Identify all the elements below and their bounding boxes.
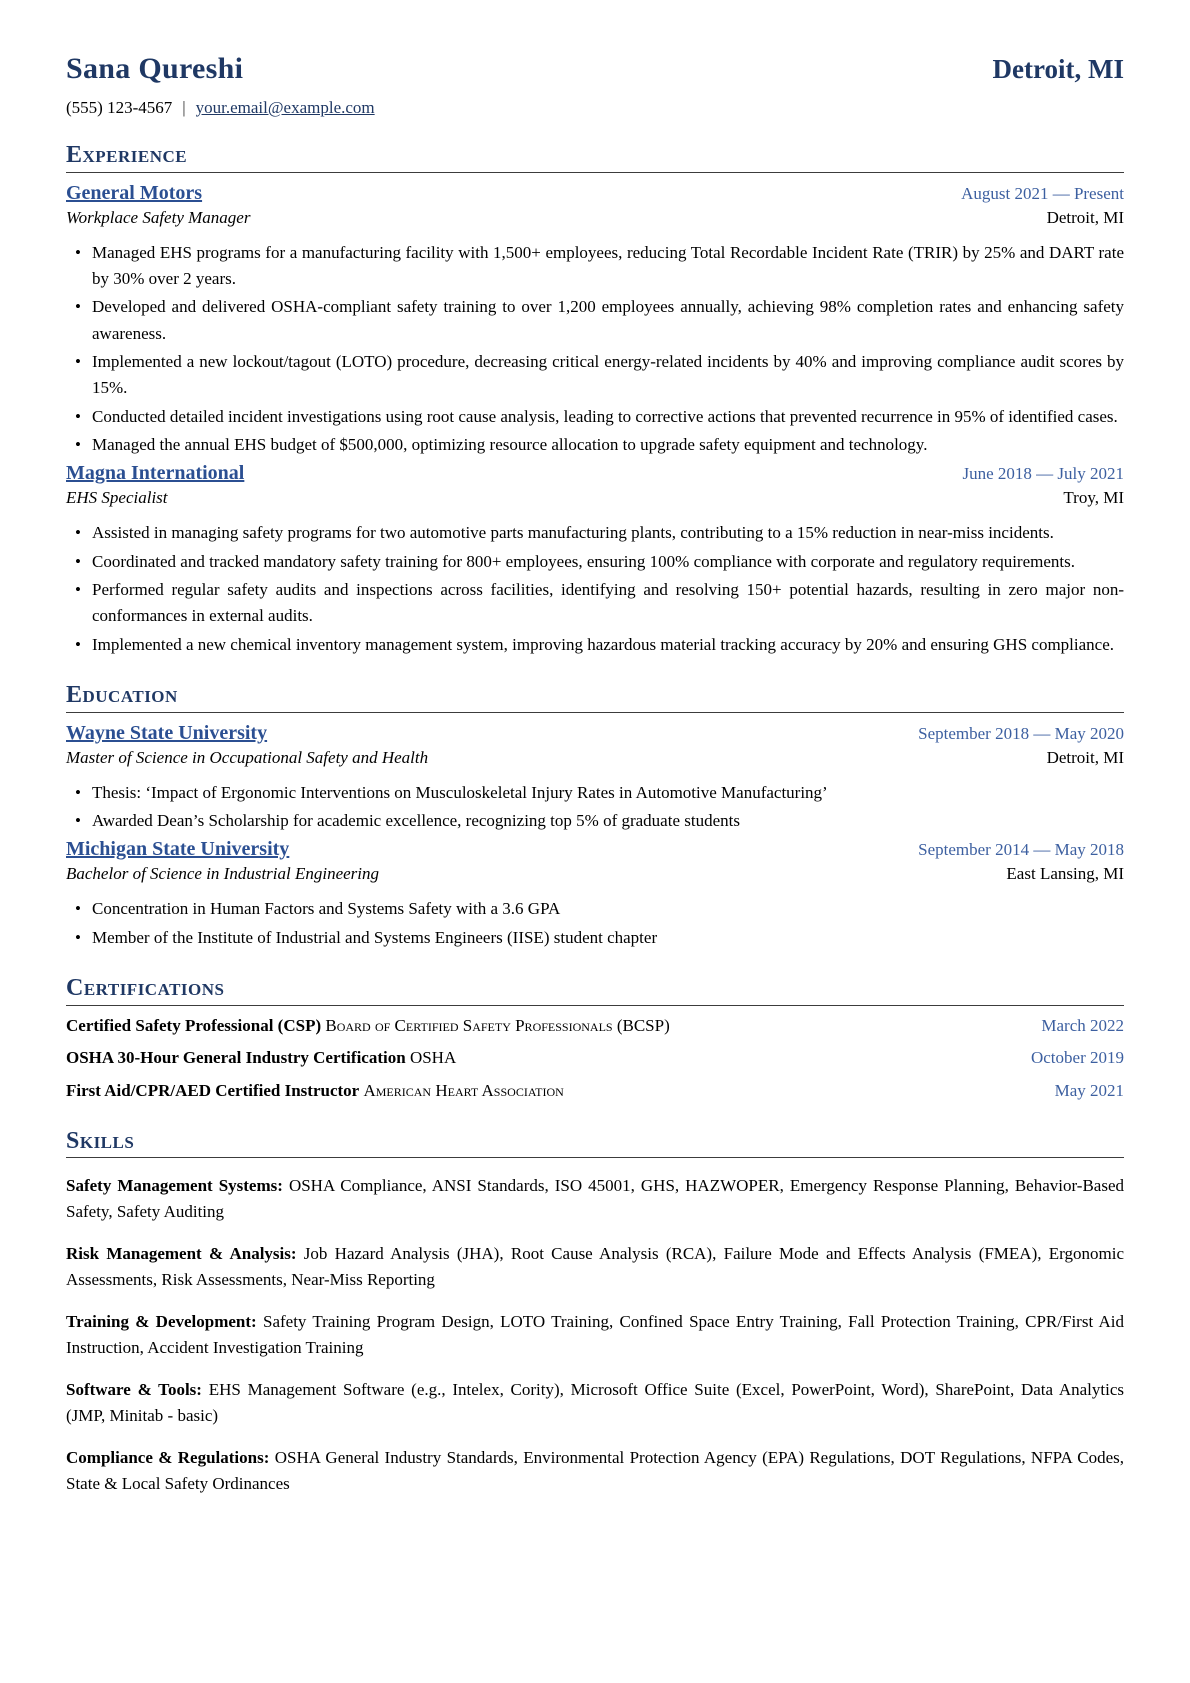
- skill-category: [66, 1173, 1124, 1224]
- experience-bullet: • Implemented a new chemical inventory management system, improving hazardous material tracking accuracy by 20% and ensuring GHS compliance.: [66, 632, 1124, 658]
- experience-bullet: • Managed EHS programs for a manufacturing facility with 1,500+ employees, reducing Total Recordable Incident Rate (TRIR) by 25% and DART rate by 30% over 2 years.: [66, 240, 1124, 293]
- skill-category-label: Training & Development:: [66, 1312, 257, 1332]
- school-link-michigan-state[interactable]: Michigan State University: [66, 838, 290, 861]
- experience-section-title: Experience: [66, 142, 1124, 173]
- candidate-name: Sana Qureshi: [66, 52, 244, 85]
- experience-bullet: • Implemented a new lockout/tagout (LOTO) procedure, decreasing critical energy-related incidents by 40% and improving compliance audit scores by 15%.: [66, 349, 1124, 402]
- section-skills: [66, 1128, 1124, 1497]
- skill-category: [66, 1377, 1124, 1428]
- email-link[interactable]: your.email@example.com: [195, 98, 375, 117]
- education-dates: September 2014 — May 2018: [918, 840, 1124, 860]
- skill-category: [66, 1241, 1124, 1292]
- degree-title: Master of Science in Occupational Safety and Health: [66, 747, 429, 767]
- experience-bullet: • Coordinated and tracked mandatory safety training for 800+ employees, ensuring 100% compliance with corporate and regulatory requirements.: [66, 549, 1124, 575]
- experience-bullet: • Conducted detailed incident investigations using root cause analysis, leading to corrective actions that prevented recurrence in 95% of identified cases.: [66, 404, 1124, 430]
- certification-name: Certified Safety Professional (CSP): [66, 1015, 322, 1035]
- skill-category-items: EHS Management Software (e.g., Intelex, Cority), Microsoft Office Suite (Excel, PowerPoint, Word), SharePoint, Data Analytics (JMP, Minitab - basic): [66, 1380, 1125, 1425]
- education-entry: [66, 722, 1124, 835]
- skills-section-title: Skills: [66, 1128, 1124, 1159]
- certification-date: May 2021: [1054, 1080, 1124, 1100]
- experience-bullet: • Assisted in managing safety programs for two automotive parts manufacturing plants, contributing to a 15% reduction in near-miss incidents.: [66, 520, 1124, 546]
- job-title: Workplace Safety Manager: [66, 207, 251, 227]
- skill-category-label: Safety Management Systems:: [66, 1176, 283, 1196]
- skill-category-items: OSHA General Industry Standards, Environmental Protection Agency (EPA) Regulations, DOT Regulations, NFPA Codes, State & Local Safety Ordinances: [66, 1448, 1124, 1493]
- skill-category-items: Job Hazard Analysis (JHA), Root Cause Analysis (RCA), Failure Mode and Effects Analysis (FMEA), Ergonomic Assessments, Risk Assessments, Near-Miss Reporting: [66, 1244, 1124, 1289]
- experience-entry: [66, 462, 1124, 658]
- section-experience: [66, 142, 1124, 658]
- section-education: [66, 682, 1124, 951]
- education-bullet: • Concentration in Human Factors and Systems Safety with a 3.6 GPA: [66, 896, 1124, 922]
- experience-bullet: • Managed the annual EHS budget of $500,000, optimizing resource allocation to upgrade safety equipment and technology.: [66, 432, 1124, 458]
- company-link-general-motors[interactable]: General Motors: [66, 181, 203, 204]
- certification-name: OSHA 30-Hour General Industry Certification: [66, 1048, 406, 1068]
- skill-category-label: Software & Tools:: [66, 1380, 202, 1400]
- experience-bullet: • Performed regular safety audits and inspections across facilities, identifying and resolving 150+ potential hazards, resulting in zero major non-conformances in external audits.: [66, 577, 1124, 630]
- skill-category: [66, 1309, 1124, 1360]
- education-bullets: [66, 896, 1124, 951]
- school-location: Detroit, MI: [1046, 747, 1124, 767]
- skill-category-label: Risk Management & Analysis:: [66, 1244, 297, 1264]
- education-entry: [66, 838, 1124, 951]
- certification-row: [66, 1014, 1124, 1039]
- skill-category-items: Safety Training Program Design, LOTO Training, Confined Space Entry Training, Fall Protection Training, CPR/First Aid Instruction, Accident Investigation Training: [66, 1312, 1125, 1357]
- education-bullet: • Member of the Institute of Industrial and Systems Engineers (IISE) student chapter: [66, 925, 1124, 951]
- company-link-magna-international[interactable]: Magna International: [66, 462, 245, 485]
- education-section-title: Education: [66, 682, 1124, 713]
- certification-issuer: Board of Certified Safety Professionals (BCSP): [325, 1015, 670, 1035]
- education-bullets: [66, 780, 1124, 835]
- degree-title: Bachelor of Science in Industrial Engineering: [66, 864, 380, 884]
- education-bullet: • Awarded Dean’s Scholarship for academic excellence, recognizing top 5% of graduate students: [66, 808, 1124, 834]
- experience-entry: [66, 182, 1124, 459]
- experience-bullets: [66, 240, 1124, 459]
- experience-dates: August 2021 — Present: [961, 183, 1124, 203]
- experience-bullet: • Developed and delivered OSHA-compliant safety training to over 1,200 employees annually, achieving 98% completion rates and enhancing safety awareness.: [66, 294, 1124, 347]
- certifications-section-title: Certifications: [66, 975, 1124, 1006]
- certification-row: [66, 1079, 1124, 1104]
- section-certifications: [66, 975, 1124, 1104]
- job-location: Detroit, MI: [1046, 207, 1124, 227]
- job-location: Troy, MI: [1063, 488, 1124, 508]
- school-link-wayne-state[interactable]: Wayne State University: [66, 721, 268, 744]
- skill-category-label: Compliance & Regulations:: [66, 1448, 270, 1468]
- education-dates: September 2018 — May 2020: [918, 723, 1124, 743]
- job-title: EHS Specialist: [66, 488, 168, 508]
- resume-header: [66, 52, 1124, 86]
- certification-date: March 2022: [1041, 1015, 1124, 1035]
- experience-dates: June 2018 — July 2021: [962, 464, 1124, 484]
- school-location: East Lansing, MI: [1006, 864, 1124, 884]
- skill-category: [66, 1445, 1124, 1496]
- certification-issuer: American Heart Association: [363, 1080, 564, 1100]
- certification-row: [66, 1046, 1124, 1071]
- certification-name: First Aid/CPR/AED Certified Instructor: [66, 1080, 360, 1100]
- phone-number: (555) 123-4567: [66, 98, 173, 117]
- certification-issuer: OSHA: [409, 1048, 457, 1068]
- contact-row: [66, 98, 1124, 118]
- experience-bullets: [66, 520, 1124, 658]
- skill-category-items: OSHA Compliance, ANSI Standards, ISO 45001, GHS, HAZWOPER, Emergency Response Planning, Behavior-Based Safety, Safety Auditing: [66, 1176, 1125, 1221]
- contact-separator: |: [182, 98, 186, 117]
- certification-date: October 2019: [1030, 1048, 1124, 1068]
- education-bullet: • Thesis: ‘Impact of Ergonomic Interventions on Musculoskeletal Injury Rates in Automotive Manufacturing’: [66, 780, 1124, 806]
- candidate-location: Detroit, MI: [992, 54, 1124, 84]
